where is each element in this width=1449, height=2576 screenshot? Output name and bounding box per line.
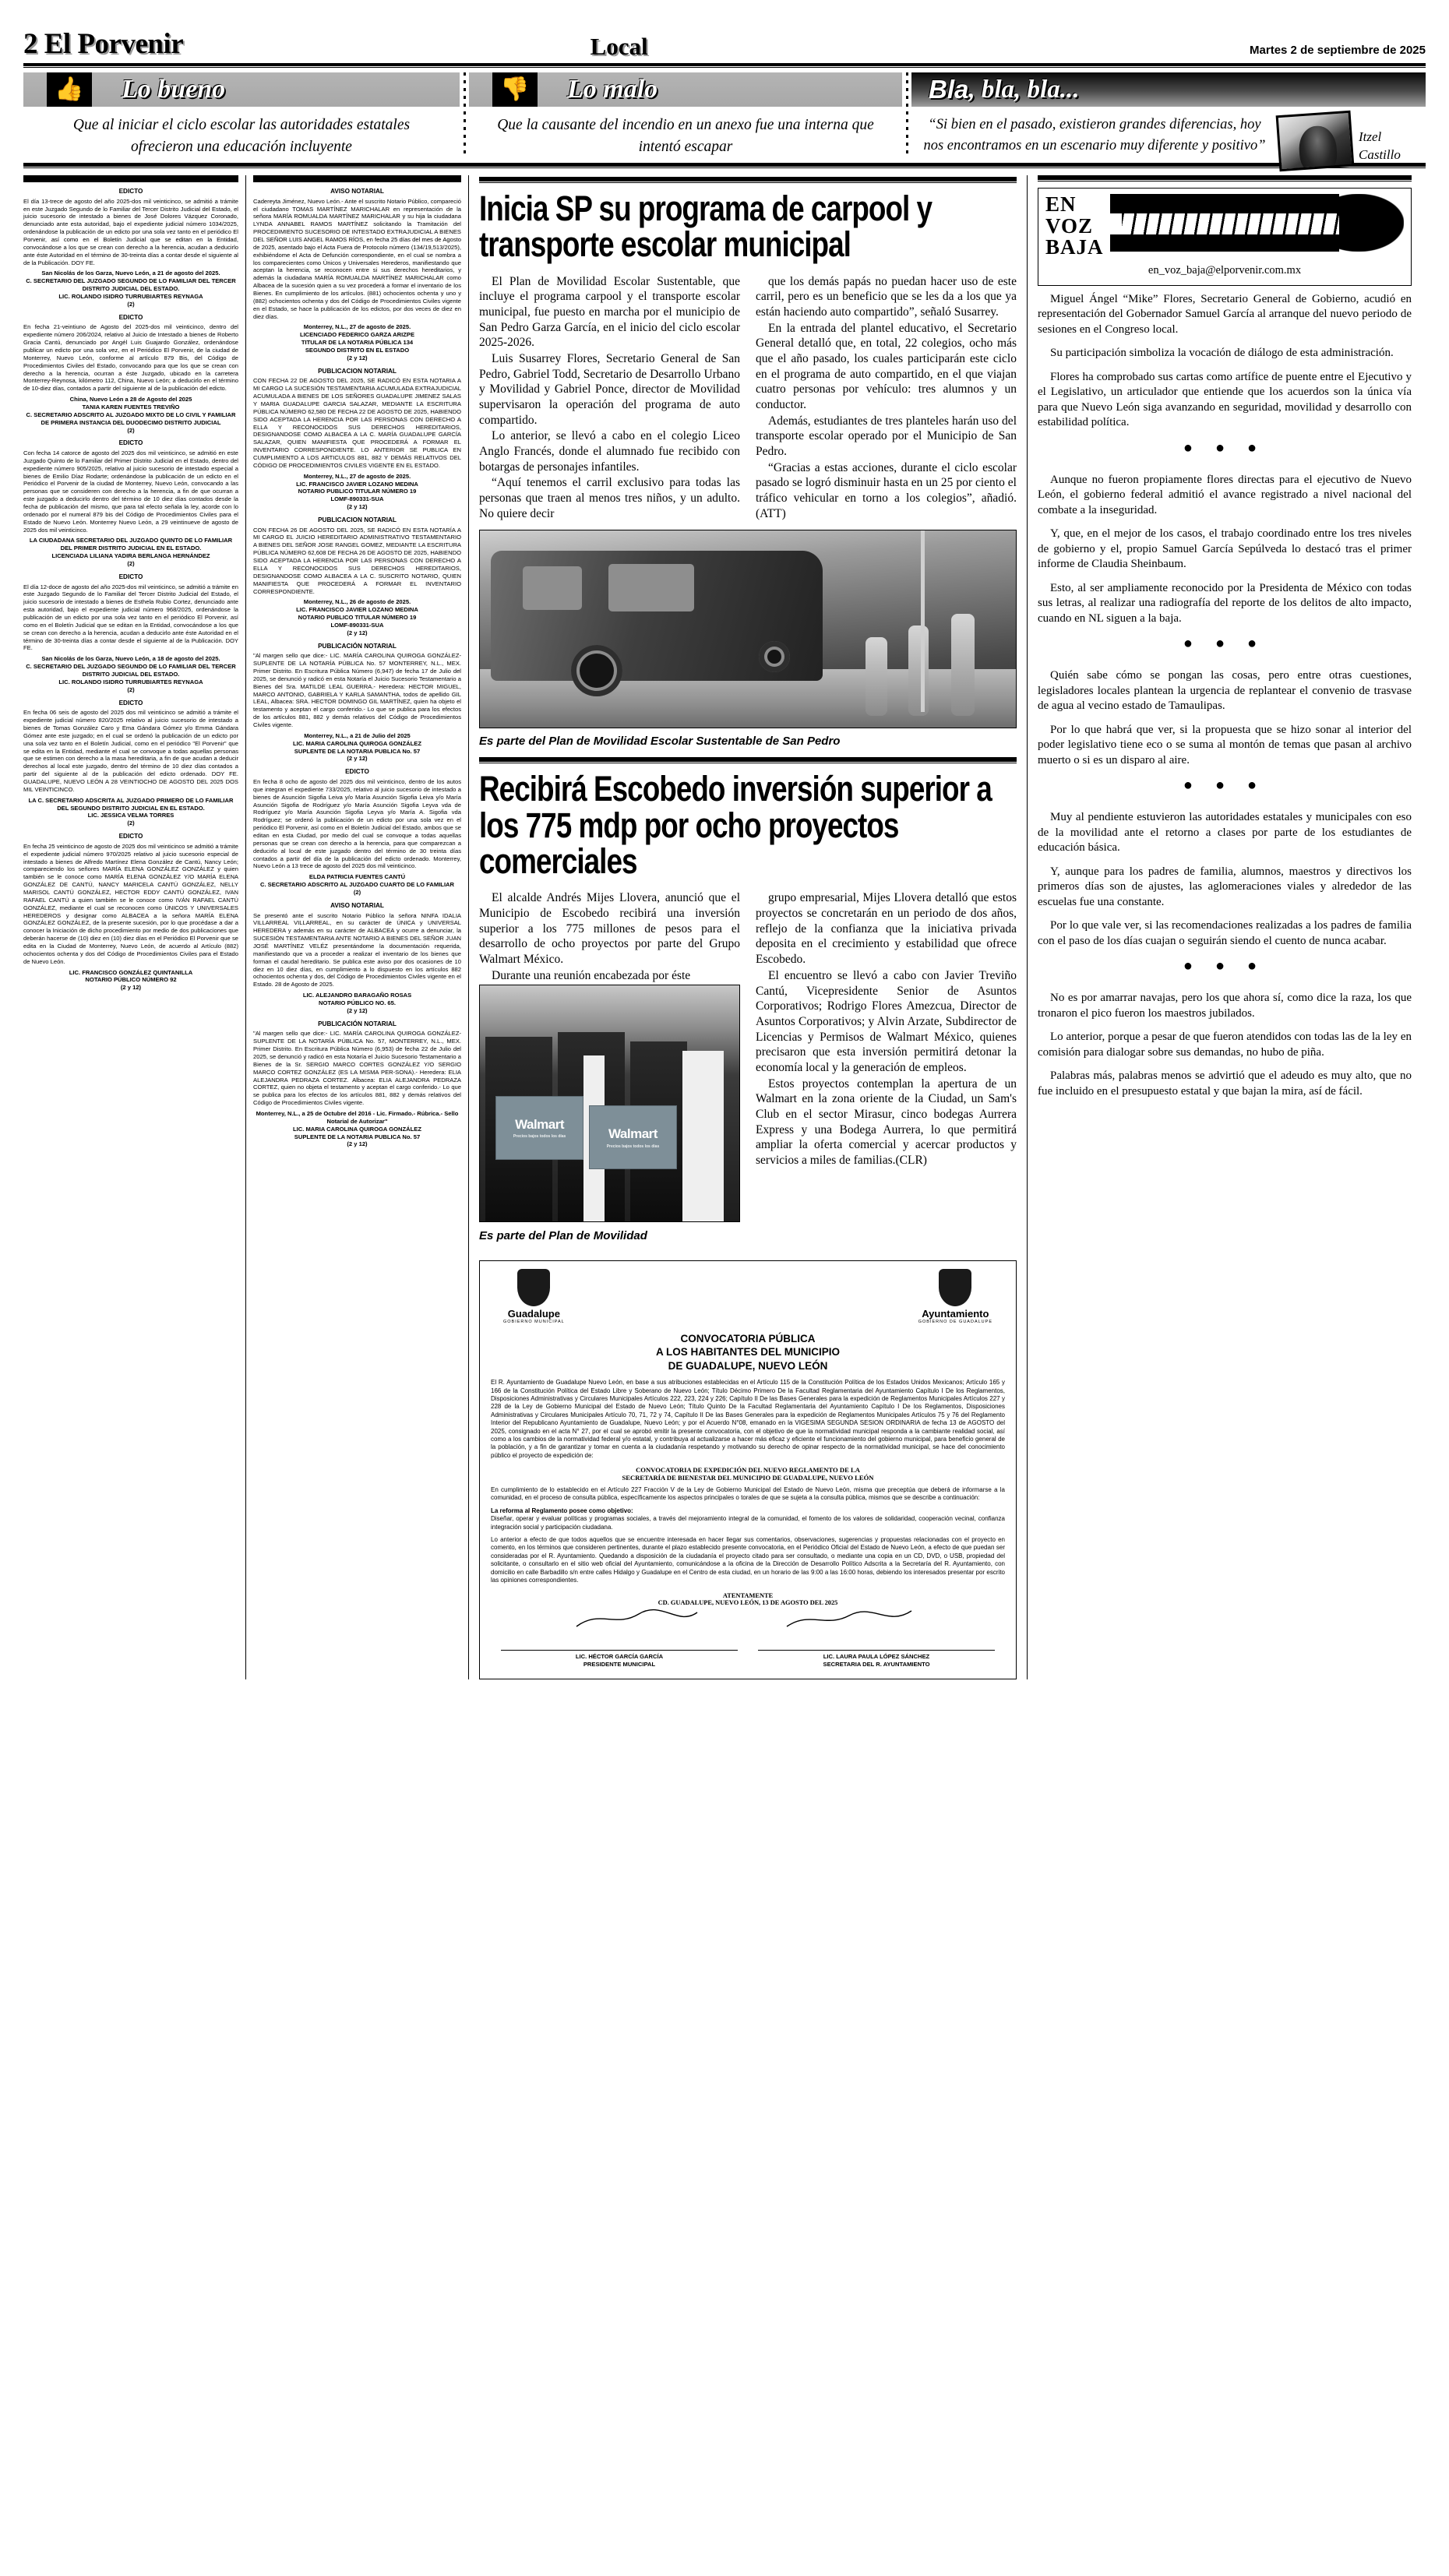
legal-notice-signature: LA C. SECRETARIO ADSCRITA AL JUZGADO PRIMERO DE LO FAMILIAR DEL SEGUNDO DISTRITO JUDICIAL EN EL ESTADO. LIC. JESSICA VELMA TORRES (2)	[28, 796, 234, 827]
paragraph: No es por amarrar navajas, pero los que ahora sí, como dice la raza, los que tronaron el pico fueron los maestros jubilados.	[1038, 992, 1412, 1020]
en-voz-baja-column	[1027, 175, 1412, 1679]
article1-headline: Inicia SP su programa de carpool y transporte escolar municipal	[479, 189, 933, 265]
legal-col1-topbar	[23, 175, 238, 182]
section-divider-dots-4: ● ● ●	[1183, 957, 1267, 975]
legal-notice	[23, 188, 238, 308]
section-divider-dots-3: ● ● ●	[1183, 777, 1267, 795]
thumbs-up-icon: 👍	[47, 72, 92, 107]
article1-caption: Es parte del Plan de Movilidad Escolar Sustentable de San Pedro	[479, 735, 841, 749]
paragraph: Aunque no fueron propiamente flores directas para el ejecutivo de Nuevo León, el gobierno federal admitió el avance registrado a nivel nacional del combate a la inseguridad.	[1038, 473, 1412, 516]
convocatoria-sub-heading: La reforma al Reglamento posee como objetivo:	[491, 1506, 633, 1514]
signature-left	[501, 1650, 738, 1668]
bla-banner	[911, 72, 1426, 107]
en-voz-baja-email: en_voz_baja@elporvenir.com.mx	[1148, 263, 1302, 277]
legal-notice	[253, 188, 461, 362]
lo-bueno-banner	[23, 72, 460, 107]
content-grid	[23, 175, 1426, 1679]
paragraph: Por lo que vale ver, si las recomendaciones realizadas a los padres de familia con el paso de los días cuajan o seguirán siendo el cuento de nunca acabar.	[1038, 919, 1412, 947]
ayuntamiento-shield-icon	[939, 1269, 971, 1306]
legal-notice-header: EDICTO	[118, 313, 143, 321]
strip-divider-1	[460, 72, 469, 157]
legal-notice-signature: Monterrey, N.L., 27 de agosto de 2025. LIC. FRANCISCO JAVIER LOZANO MEDINA NOTARIO PUBLICO TITULAR NÚMERO 19 LOMF-890331-SUA (2 y 12)	[296, 472, 418, 511]
ayuntamiento-logo-name: Ayuntamiento	[922, 1307, 989, 1320]
section-divider-dots-1: ● ● ●	[1183, 439, 1267, 456]
paragraph: Estos proyectos contemplan la apertura de un Walmart en la zona oriente de la Ciudad, un Sam's Club en el sector Mirasur, cinco bodegas Aurrera Express y una Bodega Aurrera, lo que permitirá ampliar la oferta comercial y acercar productos y servicios a miles de familias.(CLR)	[756, 1077, 1017, 1167]
thumbs-down-icon: 👎	[492, 72, 538, 107]
text-line: LIC. HÉCTOR GARCÍA GARCÍA	[575, 1653, 664, 1661]
legal-notice-body: El día 12-doce de agosto del año 2025-dos mil veinticinco, se admitió a trámite en este Juzgado Segundo de lo Familiar del Tercer Distrito Judicial del Estado, el juicio sucesorio de intestado a bienes de Esthela Rubio Cortez, denunciado ante esta autoridad, bajo el expediente judicial número 968/2025, ordenándose la publicación de un edicto por una sola vez tanto en el periódico El Porvenir, así como en el Boletín Judicial que se editan en la Entidad, convocándose a los que se crean con derecho a la herencia, acudan a deducirlo ante éste Autoridad en el término de 30-treinta días a contar desde el siguiente al de la Publicación. DOY FE.	[23, 583, 238, 652]
paragraph: Y, que, en el mejor de los casos, el trabajo coordinado entre los tres niveles de gobierno y el, propio Samuel García Sepúlveda lo destacó tras el primer informe de Claudia Sheinbaum.	[1038, 527, 1412, 571]
paragraph: El Plan de Movilidad Escolar Sustentable, que incluye el programa carpool y el transporte escolar municipal, fue puesto en marcha por el municipio de San Pedro Garza García, en el inicio del ciclo escolar 2025-2026.	[479, 274, 740, 350]
legal-notice	[23, 439, 238, 568]
paragraph: grupo empresarial, Mijes Llovera detalló que estos proyectos se concretarán en un periodo de dos años, reflejo de la confianza que la iniciativa privada deposita en el crecimiento y estabilidad que ofrece Escobedo.	[756, 891, 1017, 967]
opinion-strip	[23, 72, 1426, 162]
ayuntamiento-logo-sub: GOBIERNO DE GUADALUPE	[918, 1319, 992, 1324]
convocatoria-paragraphs-2	[491, 1486, 1005, 1503]
legal-notice-signature: ELDA PATRICIA FUENTES CANTÚ C. SECRETARIO ADSCRITO AL JUZGADO CUARTO DE LO FAMILIAR (2)	[259, 873, 455, 897]
article2-headline: Recibirá Escobedo inversión superior a los 775 mdp por ocho proyectos comerciales	[479, 769, 992, 882]
section-divider-dots-2: ● ● ●	[1183, 635, 1267, 653]
legal-notice-header: AVISO NOTARIAL	[330, 188, 384, 195]
text-line: LIC. LAURA PAULA LÓPEZ SÁNCHEZ	[823, 1653, 930, 1661]
legal-notice-signature: China, Nuevo León a 28 de Agosto del 2025 TANIA KAREN FUENTES TREVIÑO C. SECRETARIO ADSCRITO AL JUZGADO MIXTO DE LO CIVIL Y FAMILIAR DE PRIMERA INSTANCIA DEL DUODECIMO DISTRITO JUDICIAL (2)	[26, 396, 236, 434]
paragraph: El encuentro se llevó a cabo con Javier Treviño Cantú, Vicepresidente Senior de Asuntos Corporativos; Rodrigo Flores Amezcua, Director de Asuntos Corporativos; y Alvin Arzate, Subdirector de Licencias y Permisos de Walmart México, quienes precisaron que esta inversión permitirá detonar la economía local y la generación de empleos.	[756, 968, 1017, 1074]
legal-notice-body: Cadereyta Jiménez, Nuevo León.- Ante el suscrito Notario Público, compareció el ciudadano TOMAS MARTÍNEZ MARICHALAR en representación de la señora MARÍA ROMUALDA MARTÍNEZ MARICHALAR y su hija la ciudadana LYNDA ANNABEL RAMOS MARTÍNEZ solicitando la Tramitación del PROCEDIMIENTO SUCESORIO DE INTESTADO EXTRAJUDICIAL A BIENES DEL SEÑOR LUIS ANGEL RAMOS RÍOS, en fecha 25 días del mes de Agosto de 2025, asentado bajo el Acta Fuera de Protocolo número (134/19,513/2025), exhibiéndome el Acta de Defunción correspondiente, en el cual se nombra a los comparecientes como Únicos y Universales Herederos, manifiestando que aceptan la herencia, se reconocen entre si sus derechos hereditarios, y además la ciudadana MARÍA ROMUALDA MARTÍNEZ MARICHALAR como Albacea de la sucesión quien a su vez procederá a formar el inventario de los Bienes. En cumplimiento de los artículos. (881) ochocientos ochenta y uno y (882) ochocientos ochenta y dos del Código de Procedimientos Civiles vigente en el Estado, se hace la publicación de los edictos, por dos veces de diez en diez días.	[253, 197, 461, 320]
legal-notice-header: PUBLICACION NOTARIAL	[318, 367, 397, 375]
en-voz-baja-section-5	[1038, 985, 1412, 1099]
convocatoria-signatures	[491, 1650, 1005, 1668]
lo-malo-banner	[469, 72, 902, 107]
article2-col1	[479, 890, 740, 1252]
strip-divider-2	[902, 72, 911, 157]
paragraph: El alcalde Andrés Mijes Llovera, anunció que el Municipio de Escobedo recibirá una inversión superior a los 775 millones de pesos para el desarrollo de ocho proyectos por parte del Grupo Walmart México.	[479, 891, 740, 967]
legal-notice	[253, 1020, 461, 1149]
legal-notice	[23, 314, 238, 435]
legal-notice-body: En fecha 8 ocho de agosto del 2025 dos mil veinticinco, dentro de los autos que integran el expediente 733/2025, relativo al juicio sucesorio de intestado a bienes de Asunción Sigofia Leiva y/o María Asunción Sigofia Leiva y/o María Asunción Sigofia de Rodríguez y/o María Asunción Sigofia Leyva vda de Rodríguez y/o María Asunción Sigofia Leyva y/o María A. Sigofia vda Rodríguez; se ordenó la publicación de un edicto por una sola vez en el periódico El Porvenir, así como en el Boletín Judicial del Estado, ambos que se editan en esta Ciudad, por medio del cual se convoque a todas aquellas personas que se crean con derecho a la herencia, para que comparezcan a deducirlo al local de este juzgado dentro del término de 30 treinta días contados a partir del día de la publicación del edicto ordenado. Monterrey, Nuevo León a 13 trece de agosto del 2025 dos mil veinticinco.	[253, 778, 461, 870]
convocatoria-logos	[491, 1269, 1005, 1327]
masthead-rule	[23, 63, 1426, 68]
text-line: CD. GUADALUPE, NUEVO LEÓN, 13 DE AGOSTO DEL 2025	[658, 1599, 838, 1607]
text-line: PRESIDENTE MUNICIPAL	[583, 1660, 656, 1668]
legal-notice-signature: LIC. FRANCISCO GONZÁLEZ QUINTANILLA NOTARIO PÚBLICO NÚMERO 92 (2 y 12)	[69, 968, 193, 992]
legal-notice-header: EDICTO	[118, 439, 143, 447]
legal-notices-column-1	[23, 175, 246, 1679]
guadalupe-logo-sub: GOBIERNO MUNICIPAL	[503, 1319, 565, 1324]
paragraph: En cumplimiento de lo establecido en el Artículo 227 Fracción V de la Ley de Gobierno Municipal del Estado de Nuevo León, misma que preceptúa que deberá de informarse a la comunidad, en el proceso de consulta pública, específicamente los aspectos principales o torales de que se sujeta a la consulta pública, mismos que se describe a continuación:	[491, 1486, 1005, 1502]
paragraph: Esto, al ser ampliamente reconocido por la Presidenta de México con todas sus letras, al realizar una radiografía del reporte de los delitos de alto impacto, cuando en NL siguen a la baja.	[1038, 581, 1412, 625]
en-voz-baja-box	[1038, 188, 1412, 286]
article1-body	[479, 274, 1017, 523]
paragraph: Quién sabe cómo se pongan las cosas, pero entre otras cuestiones, legisladores locales plantean la urgencia de replantear el convenio de trasvase de agua al vecino estado de Tamaulipas.	[1038, 669, 1412, 713]
paragraph: Además, estudiantes de tres planteles harán uso del transporte escolar operado por el Municipio de San Pedro.	[756, 414, 1017, 459]
paragraph: En la entrada del plantel educativo, el Secretario General detalló que, en total, 22 colegios, ocho más que el año pasado, los cuales participarán este ciclo en el programa de auto compartido, en el que viajan cuatro personas por vehículo: tres alumnos y un conductor.	[756, 321, 1017, 412]
bla-quote: “Si bien en el pasado, existieron grandes diferencias, hoy nos encontramos en un escenario muy diferente y positivo”	[923, 117, 1266, 153]
signature-right	[758, 1650, 995, 1668]
signature-scribbles	[491, 1606, 1005, 1630]
paragraph: Miguel Ángel “Mike” Flores, Secretario General de Gobierno, acudió en representación del Gobernador Samuel García al arranque del nuevo periodo de sesiones en el Congreso local.	[1038, 292, 1412, 336]
paragraph: Lo anterior, se llevó a cabo en el colegio Liceo Anglo Francés, donde el alumnado fue recibido con botargas de personajes infantiles.	[479, 429, 740, 474]
ayuntamiento-logo	[918, 1269, 992, 1324]
lo-bueno-title: Lo bueno	[122, 75, 226, 104]
paragraph: Y, aunque para los padres de familia, alumnos, maestros y directivos los primeros días son de ajustes, las aglomeraciones viales y alrededor de las escuelas fue una constante.	[1038, 865, 1412, 908]
bla-block	[911, 72, 1426, 162]
lo-bueno-block	[23, 72, 460, 157]
convocatoria-closing	[491, 1592, 1005, 1606]
legal-notice-header: PUBLICACION NOTARIAL	[318, 516, 397, 523]
lo-malo-block	[469, 72, 902, 157]
legal-notice-header: PUBLICACIÓN NOTARIAL	[318, 1020, 397, 1027]
en-voz-baja-section-4	[1038, 804, 1412, 949]
en-voz-baja-section-3	[1038, 662, 1412, 768]
lo-malo-title: Lo malo	[567, 75, 658, 104]
convocatoria-paragraphs-3	[491, 1515, 1005, 1584]
legal-notice	[253, 643, 461, 763]
article2-caption: Es parte del Plan de Movilidad	[479, 1228, 647, 1242]
legal-notice-header: EDICTO	[118, 833, 143, 840]
text-line: SECRETARÍA DE BIENESTAR DEL MUNICIPIO DE GUADALUPE, NUEVO LEÓN	[622, 1474, 874, 1482]
legal-notice	[23, 573, 238, 694]
legal-col2-topbar	[253, 175, 461, 182]
paragraph: Su participación simboliza la vocación de diálogo de esta administración.	[1050, 347, 1394, 360]
lo-malo-text: Que la causante del incendio en un anexo fue una interna que intentó escapar	[497, 117, 874, 155]
legal-notice-body: En fecha 06 seis de agosto del 2025 dos mil veinticinco se admitió a trámite el expediente judicial número 820/2025 relativo al juicio sucesorio de intestado a bienes de Tomas González Caro y Ema Gándara Gómez y/o Emma Gándara Gómez ante este juzgado; en el cual se ordenó la publicación de un edicto por una sola vez tanto en el Boletín Judicial, como en el periódico "El Porvenir" que se edita en la Entidad, mediante el cual se convoque a todas aquellas personas que se estimen con derecho a la masa hereditaria, a fin de que acudan a deducir derechos al local este juzgado, dentro del término de 10 diez días contados a partir del siguiente al de la publicación del edicto ordenado. DOY FE. GUADALUPE, NUEVO LEÓN A 28 VEINTIOCHO DE AGOSTO DEL 2025 DOS MIL VEINTICINCO.	[23, 709, 238, 793]
legal-notice-signature: San Nicolás de los Garza, Nuevo León, a 18 de agosto del 2025. C. SECRETARIO DEL JUZGADO SEGUNDO DE LO FAMILIAR DEL TERCER DISTRITO JUDICIAL DEL ESTADO. LIC. ROLANDO ISIDRO TURRUBIARTES REYNAGA (2)	[26, 655, 236, 693]
text-line: CONVOCATORIA PÚBLICA	[680, 1332, 816, 1344]
guadalupe-shield-icon	[517, 1269, 550, 1306]
legal-notice	[23, 700, 238, 828]
masthead	[23, 17, 1426, 61]
bla-title	[911, 72, 1426, 107]
legal-notice	[23, 833, 238, 992]
legal-notice-body: En fecha 25 veinticinco de agosto de 2025 dos mil veinticinco se admitió a trámite el expediente judicial número 970/2025 relativo al juicio sucesorio especial de intestado a bienes de Alfredo Martínez Elena González de Cantú, Nancy León; compareciendo los señores MARÍA ELENA GONZÁLEZ GONZÁLEZ y quien también se le conoce como MARÍA ELENA GONZÁLEZ Y/O MARÍA ELENA GONZÁLEZ DE CANTÚ, NANCY MARICELA CANTÚ GONZÁLEZ, NELLY MARISOL CANTÚ GONZÁLEZ, HECTOR EDDY CANTÚ GONZÁLEZ, IVAN RAFAEL CANTÚ a quien también se le conoce como IVÁN RAFAEL CANTÚ GONZÁLEZ, mediante el cual se reconocen como ÚNICOS Y UNIVERSALES HEREDEROS y designar como ALBACEA a la señora MARÍA ELENA GONZÁLEZ GONZÁLEZ, de la presente sucesión, por lo que procédase a dar a conocer la Iniciación de dicho procedimiento por medio de dos publicaciones que deberán hacerse de (10) diez en (10) diez días en el Periódico El Porvenir que se edita en la Ciudad de Monterrey, Nuevo León, de acuerdo al Artículo (882) ochocientos ochenta y dos del Código de Procedimientos Civiles para el Estado de Nuevo León.	[23, 842, 238, 965]
en-voz-baja-rule	[1038, 175, 1412, 181]
bla-title-strong: Bla	[929, 75, 969, 104]
legal-notice-body: CON FECHA 22 DE AGOSTO DEL 2025, SE RADICÓ EN ESTA NOTARIA A MI CARGO LA SUCESIÓN TESTAMENTARIA ACUMULADA EXTRAJUDICIAL ACUMULADA A BIENES DE LOS SEÑORES GUADALUPE JIMENEZ SALAS Y MARIA GUADALUPE GARCIA SALAZAR, MEDIANTE LA ESCRITURA PÚBLICA NÚMERO 62,580 DE FECHA 22 DE AGOSTO DE 2025, HABIENDO SIDO ACEPTADA LA HERENCIA POR LAS PERSONAS CON DERECHO A ELLA Y RECONOCIDOS SUS DERECHOS HEREDITARIOS, DESIGNANDOSE COMO ALBACEA A LA C. MARÍA GUADALUPE GARCÍA SALAZAR, QUIEN MANIFIESTA QUE PROCEDERÁ A FORMAR EL INVENTARIO CORRESPONDIENTE. LO ANTERIOR SE PUBLICA EN CUMPLIMIENTO A LOS ARTICULOS 881, 882 Y DEMÁS RELATIVOS DEL CÓDIGO DE PROCEDIMIENTOS CIVILES VIGENTE EN EL ESTADO.	[253, 377, 461, 469]
evb-title-line3: BAJA	[1045, 235, 1104, 259]
guadalupe-logo-name: Guadalupe	[507, 1307, 560, 1320]
article1-col1	[479, 274, 740, 523]
text-line: ATENTAMENTE	[722, 1592, 774, 1600]
walmart-sign-label-2: Walmart	[608, 1126, 658, 1141]
legal-notice	[253, 902, 461, 1015]
paragraph: “Gracias a estas acciones, durante el ciclo escolar pasado se logró disminuir hasta en un 25 por ciento el tráfico vehicular en torno a los colegios”, añadió. (ATT)	[756, 460, 1017, 520]
legal-notice-header: EDICTO	[118, 699, 143, 707]
legal-notice-body: Se presentó ante el suscrito Notario Público la señora NINFA IDALIA VILLARREAL VILLARREAL, en su carácter de ÚNICA y UNIVERSAL HEREDERA y además en su carácter de ALBACEA y ocurre a denunciar, la SUCESIÓN TESTAMENTARIA ANTE NOTARIO A BIENES DEL SEÑOR JUAN JOSÉ MARTÍNEZ VELÉZ presentándome la documentación requerida, manifiestando que va a proceder a realizar el inventario de los bienes que forman el caudal hereditario. Se publica este aviso por dos ocasiones de 10 diez en 10 diez días, en cumplimiento a lo dispuesto en los artículos 882 ochocientos ochenta y dos, del Código de Procedimientos Civiles vigente en el Estado. 28 de Agosto de 2025.	[253, 911, 461, 988]
issue-date: Martes 2 de septiembre de 2025	[1250, 44, 1426, 57]
whispering-crowd-illustration	[1110, 194, 1404, 252]
paragraph: Durante una reunión encabezada por éste	[492, 968, 691, 982]
legal-notice	[253, 368, 461, 511]
convocatoria-paragraphs-1	[491, 1379, 1005, 1460]
legal-notice-body: En fecha 21-veintiuno de Agosto del 2025-dos mil veinticinco, dentro del expediente número 206/2024, relativo al Juicio de Intestado a bienes de Roberto Gracia Cantú, denunciado por Angél Luis Guajardo González, ordenándose publicar un edicto por una sola vez, en el Periódico El Porvenir, de la ciudad de Monterrey, Nuevo León, conforme al artículo 879 Bis, del Código de Procedimientos Civiles del Estado, convocando para que los que se crean con derecho a la herencia, ocurran a éste Juzgado, ubicado en la carretera Monterrey-Reynosa, kilómetro 112, China, Nuevo León; a deducirlo en el término de 10-diez días, contados a partir del siguiente al de la publicación del edicto.	[23, 323, 238, 393]
en-voz-baja-section-2	[1038, 467, 1412, 627]
paragraph: Diseñar, operar y evaluar políticas y programas sociales, a través del mejoramiento integral de la comunidad, el fomento de los valores de solidaridad, cooperación vecinal, confianza integración social y participación ciudadana.	[491, 1515, 1005, 1531]
legal-notice-header: EDICTO	[118, 188, 143, 195]
legal-notice-body: El día 13-trece de agosto del año 2025-dos mil veinticinco, se admitió a trámite en este Juzgado Segundo de lo Familiar del Tercer Distrito Judicial del Estado, el juicio sucesorio de intestado a bienes de José Dolores Vázquez Coronado, denunciado ante esta autoridad, bajo el expediente judicial número 1034/2025, ordenándose la publicación de un edicto por una sola vez tanto en el periódico El Porvenir, así como en el Boletín Judicial que se editan en la Entidad, convocándose a los que se crean con derecho a la herencia, acudan a deducirlo ante éste Autoridad en el término de 30-treinta días a contar desde el siguiente al de la Publicación. DOY FE.	[23, 197, 238, 266]
text-line: DE GUADALUPE, NUEVO LEÓN	[668, 1359, 828, 1372]
paragraph: Por lo que habrá que ver, si la propuesta que se hizo sonar al interior del poder legislativo tiene eco o se suma al montón de temas que pasan al archivo muerto o si es un disparo al aire.	[1038, 723, 1412, 766]
paper-name: 2 El Porvenir	[23, 28, 184, 60]
bla-title-rest: , bla, bla...	[968, 75, 1080, 104]
itzel-castillo-photo	[1276, 111, 1355, 172]
text-line: CONVOCATORIA DE EXPEDICIÓN DEL NUEVO REGLAMENTO DE LA	[636, 1466, 860, 1475]
walmart-sign-label-1: Walmart	[515, 1116, 565, 1132]
article1-rule	[479, 177, 1017, 183]
paragraph: Lo anterior, porque a pesar de que fueron atendidos con todas las de la ley en comisión para dialogar sobre sus demandas, no hubo de piña.	[1038, 1031, 1412, 1059]
legal-notice-signature: Monterrey, N.L., 26 de agosto de 2025. LIC. FRANCISCO JAVIER LOZANO MEDINA NOTARIO PUBLICO TITULAR NÚMERO 19 LOMF-890331-SUA (2 y 12)	[296, 598, 418, 636]
legal-notice-signature: Monterrey, N.L., a 25 de Octubre del 2016 - Lic. Firmado.- Rúbrica.- Sello Notarial de Autorizar" LIC. MARIA CAROLINA QUIROGA GONZÁLEZ SUPLENTE DE LA NOTARIA PUBLICA No. 57 (2 y 12)	[256, 1109, 459, 1148]
legal-notice	[253, 516, 461, 637]
paragraph: El R. Ayuntamiento de Guadalupe Nuevo León, en base a sus atribuciones establecidas en el Artículo 115 de la Constitución Política de los Estados Unidos Mexicanos; Artículo 165 y 166 de la Constitución Política del Estado Libre y Soberano de Nuevo León; Título Décimo Primero De la Facultad Reglamentaria del Ayuntamiento Capítulo I De los Reglamentos, Disposiciones Administrativas y Circulares Municipales Artículos 222, 223, 224 y 226; Capítulo II De las Bases Generales para la expedición de Reglamentos Municipales Artículos 227 y 228 de la Ley de Gobierno Municipal del Estado de Nuevo León; Título Quinto De la Facultad Reglamentaria del Ayuntamiento Capítulo I De los Reglamentos, Disposiciones Administrativas y Circulares Municipales Artículo 70, 71, 72 y 74, Capítulo II De las Bases Generales para la expedición de Reglamentos Municipales Artículos 75 y 76 del Reglamento Interior del Republicano Ayuntamiento de Guadalupe, Nuevo León; y por el Acuerdo N°08, emanado en la VIGESIMA SEGUNDA SESION ORDINARIA de fecha 13 de AGOSTO del 2025, consignado en el acta N° 27, por el cual se aprobó emitir la presente convocatoria, con el objetivo de que la normatividad municipal responda a la cambiante realidad social, así como a los cambios de la normatividad federal y/o estatal, y contribuya al actualizarse a hacer más eficaz y eficiente el funcionamiento del gobierno municipal, para beneficio general de la población, y a fin de garantizar y tomar en cuenta a la ciudadanía respetando y motivando su derecho de opinar respecto de la normatividad municipal, se hace del conocimiento público el proyecto de expedición de:	[491, 1379, 1005, 1459]
en-voz-baja-section-1	[1038, 286, 1412, 431]
paragraph: Lo anterior a efecto de que todos aquellos que se encuentre interesada en hacer llegar sus comentarios, observaciones, sugerencias y propuestas relacionadas con el proyecto en comento, en los términos que consideren pertinentes, durante el plazo establecido presente convocatoria, en el Periódico Oficial del Estado de Nuevo León, a efecto de que puedan ser consideradas por el R. Ayuntamiento. Quedando a disposición de la ciudadanía el proyecto citado para ser consultado, o mediante una copia en un CD, DVD, o USB, propiedad del solicitante, o consultarlo en el sitio web oficial del Ayuntamiento, comunicándose a la oficina de la Dirección de Desarrollo Político Adscrita a la Secretaría del R. Ayuntamiento, con domicilio en calle Barbadillo s/n entre calles Hidalgo y Guadalupe en el Centro de esta ciudad, en un horario de las 9:00 a las 16:00 horas, debiendo los interesados presentar por escrito las opiniones correspondientes.	[491, 1536, 1005, 1584]
legal-notice-header: AVISO NOTARIAL	[330, 901, 384, 909]
legal-notices-column-2	[246, 175, 469, 1679]
walmart-sign-sub-2: Precios bajos todos los días	[606, 1144, 660, 1149]
text-line: A LOS HABITANTES DEL MUNICIPIO	[655, 1346, 840, 1358]
article2-body	[479, 890, 1017, 1252]
legal-notice-signature: Monterrey, N.L., a 21 de Julio del 2025 LIC. MARIA CAROLINA QUIROGA GONZÁLEZ SUPLENTE DE LA NOTARIA PUBLICA No. 57 (2 y 12)	[293, 731, 421, 763]
lo-bueno-text: Que al iniciar el ciclo escolar las autoridades estatales ofrecieron una educación incluyente	[72, 117, 411, 155]
article2-photo	[479, 985, 740, 1222]
paragraph: Flores ha comprobado sus cartas como artífice de puente entre el Ejecutivo y el Legislativo, un articulador que entiende que los acuerdos son la única vía para que Nuevo León siga avanzando en seguridad, movilidad y desarrollo con estabilidad política.	[1038, 370, 1412, 429]
article1-photo	[479, 530, 1017, 728]
legal-notice	[253, 768, 461, 897]
convocatoria-subtitle-1	[491, 1466, 1005, 1482]
paragraph: Palabras más, palabras menos se advirtió que el adeudo es muy alto, que no fue incluido en el presupuesto estatal y que bajan la mira, así de fácil.	[1038, 1070, 1412, 1098]
convocatoria-title	[491, 1332, 1005, 1373]
paragraph: que los demás papás no puedan hacer uso de este carril, pero es un beneficio que se les da a los que ya están haciendo auto compartido”, señaló Susarrey.	[756, 274, 1017, 319]
evb-title-line2: VOZ	[1045, 213, 1093, 238]
paragraph: Muy al pendiente estuvieron las autoridades estatales y municipales con eso de la movilidad ante el retorno a clases por parte de los estudiantes de educación básica.	[1038, 811, 1412, 855]
guadalupe-logo	[503, 1269, 565, 1324]
legal-notice-header: EDICTO	[118, 573, 143, 580]
legal-notice-body: "Al margen sello que dice:- LIC. MARÍA CAROLINA QUIROGA GONZÁLEZ- SUPLENTE DE LA NOTARÍA PÚBLICA No. 57, MONTERREY, N.L., MEX. Primer Distrito. En Escritura Pública Número (6,953) de fecha 22 de Julio del 2025, se denunció y radicó en esta Notaría el Juicio Sucesorio Testamentario a Bienes de la Sr. SERGIO MARCO CORTES GONZÁLEZ Y/O SERGIO MARCO CORTEZ GONZÁLEZ (ES LA MISMA PER-SONA).- Heredera: ELIA ALEJANDRA PEDRAZA CORTEZ. Albacea: ELIA ALEJANDRA PEDRAZA CORTEZ, quien no objeta el testamento y aceptan el cargo conferido.- Lo que se publica para los efectos de los artículos 881, 882 y demás relativos del Código de Procedimientos Civiles vigente.	[253, 1030, 461, 1107]
en-voz-baja-title	[1045, 194, 1104, 259]
convocatoria-box	[479, 1260, 1017, 1680]
legal-notice-signature: Monterrey, N.L., 27 de agosto de 2025. LICENCIADO FEDERICO GARZA ARIZPE TITULAR DE LA NOTARIA PÚBLICA 134 SEGUNDO DISTRITO EN EL ESTADO (2 y 12)	[299, 323, 415, 361]
legal-notice-signature: San Nicolás de los Garza, Nuevo León, a 21 de agosto del 2025. C. SECRETARIO DEL JUZGADO SEGUNDO DE LO FAMILIAR DEL TERCER DISTRITO JUDICIAL DEL ESTADO. LIC. ROLANDO ISIDRO TURRUBIARTES REYNAGA (2)	[26, 270, 236, 308]
article2-col2	[756, 890, 1017, 1252]
en-voz-baja-header	[1045, 194, 1404, 259]
legal-notice-signature: LA CIUDADANA SECRETARIO DEL JUZGADO QUINTO DE LO FAMILIAR DEL PRIMER DISTRITO JUDICIAL EN EL ESTADO. LICENCIADA LILIANA YADIRA BERLANGA HERNÁNDEZ (2)	[29, 537, 233, 568]
section-title: Local	[590, 33, 648, 60]
paragraph: Luis Susarrey Flores, Secretario General de San Pedro, Gabriel Todd, Secretario de Desarrollo Urbano y Movilidad y Gabriel Ponce, director de Movilidad supervisaron la operación del programa de auto compartido.	[479, 352, 740, 427]
paragraph: “Aquí tenemos el carril exclusivo para todas las personas que traen al menos tres niños, y un adulto. No quiere decir	[479, 476, 740, 520]
article1-col2	[756, 274, 1017, 523]
legal-notice-header: PUBLICACIÓN NOTARIAL	[318, 642, 397, 650]
legal-notice-signature: LIC. ALEJANDRO BARAGAÑO ROSAS NOTARIO PÚBLICO NO. 65. (2 y 12)	[302, 992, 412, 1014]
evb-title-line1: EN	[1045, 192, 1077, 216]
legal-notice-body: CON FECHA 26 DE AGOSTO DEL 2025, SE RADICÓ EN ESTA NOTARÍA A MI CARGO EL JUICIO HEREDITARIO ADMINISTRATIVO TESTAMENTARIO A BIENES DEL SEÑOR JOSE RANGEL GOMEZ, MEDIANTE LA ESCRITURA PÚBLICA NÚMERO 62,608 DE FECHA 26 DE AGOSTO DE 2025, HABIENDO SIDO ACEPTADA LA HERENCIA POR LAS PERSONAS CON DERECHO A ELLA Y RECONOCIDOS SUS DERECHOS HEREDITARIOS, DESIGNANDOSE COMO ALBACEA A LA C. SUSCRITO NOTARIO, QUIEN MANIFIESTA QUE PROCEDERÁ A FORMAR EL INVENTARIO CORRESPONDIENTE.	[253, 526, 461, 595]
legal-notice-body: Con fecha 14 catorce de agosto del 2025 dos mil veinticinco, se admitió en este Juzgado Quinto de lo Familiar del Primer Distrito Judicial en el Estado, dentro del expediente número 905/2025, relativo al juicio sucesorio de intestado especial a bienes de Emilio Díaz Rodarte; ordenándose la publicación de un edicto en el Periódico el Porvenir de la ciudad de Monterrey, Nuevo León, convocando a las personas que se consideren con derecho a la herencia, a fin de que ocurran a este juzgado a deducirlo dentro del término de 10 diez días contados desde la fecha de publicación del mismo, que para tal efecto señala la ley, acorde con lo ordenado por el numeral 879 bis del Código de Procedimientos Civiles para el Estado de Nuevo León. Monterrey Nuevo León, a 29 veintinueve de agosto de 2025 dos mil veinticinco.	[23, 449, 238, 534]
text-line: SECRETARIA DEL R. AYUNTAMIENTO	[823, 1660, 930, 1668]
legal-notice-body: "Al margen sello que dice:- LIC. MARÍA CAROLINA QUIROGA GONZÁLEZ- SUPLENTE DE LA NOTARÍA PÚBLICA No. 57 MONTERREY, N.L., MEX. Primer Distrito. En Escritura Pública Número (6,947) de fecha 17 de Julio del 2025, se denunció y radicó en esta Notaría el Juicio Sucesorio Testamentario a Bienes del Sra. MATILDE LEAL GUERRA.- Heredera: HECTOR MIGUEL, MARCO ANTONIO, GABRIELA Y KARLA SAMANTHA, todos de apellido GIL LEAL, Albacea: SRA. HECTOR DOMINGO GIL MARTÍNEZ, quien ha objeto el testamento y aceptan el cargo conferido.- Lo que se publica para los efectos de los artículos 881, 882 y demás relativos del Código de Procedimientos Civiles vigente.	[253, 652, 461, 729]
article2-rule	[479, 757, 1017, 763]
main-articles-column	[469, 175, 1027, 1679]
bla-author: Itzel Castillo	[1359, 129, 1401, 162]
legal-notice-header: EDICTO	[345, 768, 369, 776]
walmart-sign-sub-1: Precios bajos todos los días	[513, 1134, 566, 1140]
